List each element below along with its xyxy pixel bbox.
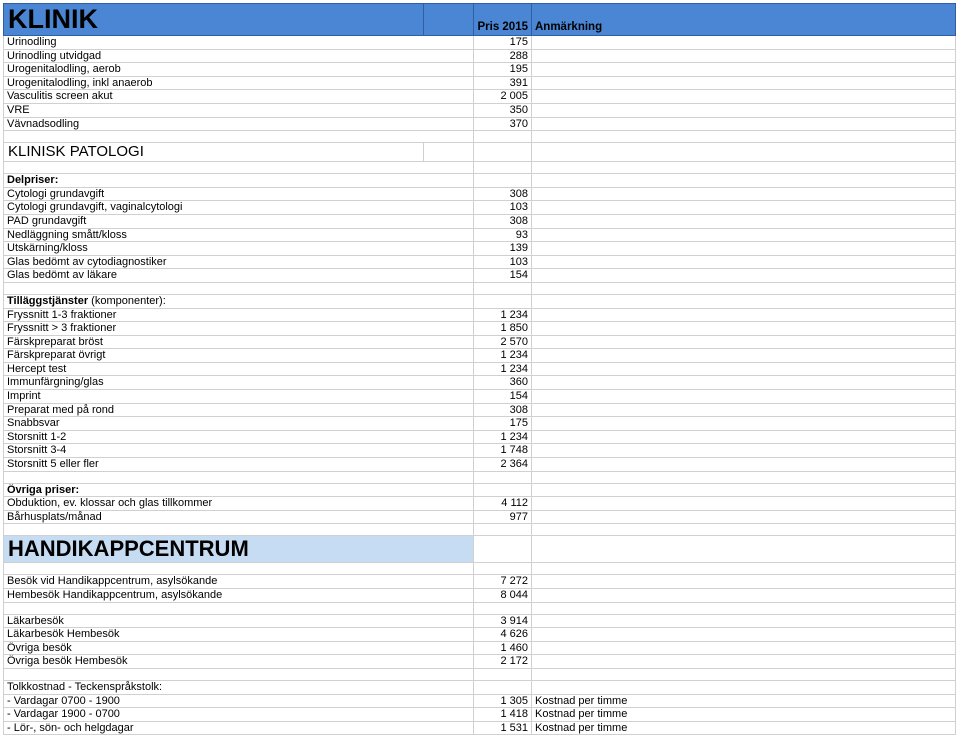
table-row [4, 242, 956, 256]
table-row [4, 628, 956, 642]
item-note [532, 655, 956, 669]
table-row [4, 655, 956, 669]
item-name: Glas bedömt av läkare [4, 269, 474, 283]
blank-cell [4, 602, 474, 614]
item-price: 288 [474, 49, 532, 63]
item-name: Hercept test [4, 362, 474, 376]
delpriser-label: Delpriser: [4, 174, 474, 188]
table-row [4, 255, 956, 269]
table-row [4, 589, 956, 603]
blank-cell [532, 143, 956, 162]
item-note [532, 458, 956, 472]
blank-cell [474, 282, 532, 294]
item-name: Läkarbesök [4, 614, 474, 628]
table-row [4, 497, 956, 511]
item-note [532, 444, 956, 458]
blank-cell [474, 680, 532, 694]
item-name: Nedläggning smått/kloss [4, 228, 474, 242]
blank-cell [532, 668, 956, 680]
item-price: 2 172 [474, 655, 532, 669]
blank-cell [532, 174, 956, 188]
item-name: Storsnitt 5 eller fler [4, 458, 474, 472]
item-note [532, 228, 956, 242]
klinik-title: KLINIK [4, 4, 424, 36]
table-row [4, 201, 956, 215]
table-row [4, 430, 956, 444]
item-price: 2 570 [474, 335, 532, 349]
table-row [4, 721, 956, 735]
tillagg-label [4, 294, 474, 308]
item-name: Obduktion, ev. klossar och glas tillkommer [4, 497, 474, 511]
delpriser-label-row [4, 174, 956, 188]
spacer-row [4, 282, 956, 294]
blank-cell [474, 602, 532, 614]
table-row [4, 117, 956, 131]
price-sheet [3, 3, 956, 735]
blank-cell [532, 524, 956, 536]
item-price: 175 [474, 36, 532, 50]
item-price: 308 [474, 403, 532, 417]
blank-cell [4, 131, 474, 143]
table-row [4, 575, 956, 589]
item-note [532, 36, 956, 50]
item-name: - Lör-, sön- och helgdagar [4, 721, 474, 735]
table-row [4, 76, 956, 90]
table-row [4, 228, 956, 242]
spacer-row [4, 602, 956, 614]
item-note [532, 641, 956, 655]
item-note [532, 308, 956, 322]
table-row [4, 362, 956, 376]
item-name: Vasculitis screen akut [4, 90, 474, 104]
item-name: Immunfärgning/glas [4, 376, 474, 390]
blank-cell [532, 680, 956, 694]
item-note [532, 614, 956, 628]
item-note [532, 255, 956, 269]
item-price: 1 305 [474, 694, 532, 708]
table-row [4, 214, 956, 228]
item-note [532, 497, 956, 511]
item-note [532, 510, 956, 524]
blank-cell [532, 563, 956, 575]
item-note [532, 417, 956, 431]
blank-cell [424, 143, 474, 162]
blank-cell [474, 483, 532, 497]
blank-cell [532, 536, 956, 563]
blank-cell [532, 483, 956, 497]
item-price: 360 [474, 376, 532, 390]
spacer-row [4, 524, 956, 536]
item-name: Imprint [4, 390, 474, 404]
item-name: Urogenitalodling, inkl anaerob [4, 76, 474, 90]
item-note [532, 335, 956, 349]
price-column-header: Pris 2015 [474, 4, 532, 36]
item-name: Läkarbesök Hembesök [4, 628, 474, 642]
item-name: Utskärning/kloss [4, 242, 474, 256]
table-row [4, 614, 956, 628]
header-row [4, 4, 956, 36]
item-note [532, 349, 956, 363]
blank-cell [4, 471, 474, 483]
blank-cell [532, 471, 956, 483]
blank-cell [474, 143, 532, 162]
item-price: 1 234 [474, 430, 532, 444]
item-price: 3 914 [474, 614, 532, 628]
table-row [4, 322, 956, 336]
item-note [532, 575, 956, 589]
table-row [4, 63, 956, 77]
tolk-label-row [4, 680, 956, 694]
item-note [532, 117, 956, 131]
blank-cell [4, 524, 474, 536]
item-name: Cytologi grundavgift, vaginalcytologi [4, 201, 474, 215]
spacer-row [4, 162, 956, 174]
item-name: Cytologi grundavgift [4, 187, 474, 201]
item-price: 370 [474, 117, 532, 131]
item-price: 977 [474, 510, 532, 524]
table-row [4, 103, 956, 117]
item-price: 7 272 [474, 575, 532, 589]
item-note [532, 390, 956, 404]
item-note [532, 403, 956, 417]
item-price: 93 [474, 228, 532, 242]
item-name: Urinodling [4, 36, 474, 50]
item-note [532, 589, 956, 603]
blank-cell [474, 668, 532, 680]
table-row [4, 187, 956, 201]
item-name: Besök vid Handikappcentrum, asylsökande [4, 575, 474, 589]
ovriga-label-row [4, 483, 956, 497]
tillagg-label-row [4, 294, 956, 308]
table-row [4, 694, 956, 708]
blank-cell [474, 471, 532, 483]
table-row [4, 403, 956, 417]
item-note [532, 214, 956, 228]
item-name: Snabbsvar [4, 417, 474, 431]
blank-cell [4, 563, 474, 575]
item-price: 2 364 [474, 458, 532, 472]
spacer-row [4, 563, 956, 575]
item-price: 1 234 [474, 362, 532, 376]
item-price: 1 418 [474, 708, 532, 722]
table-row [4, 335, 956, 349]
spacer-row [4, 668, 956, 680]
item-note: Kostnad per timme [532, 708, 956, 722]
item-price: 308 [474, 214, 532, 228]
item-note [532, 103, 956, 117]
item-note [532, 362, 956, 376]
blank-cell [474, 294, 532, 308]
blank-cell [532, 602, 956, 614]
item-note [532, 376, 956, 390]
blank-cell [474, 524, 532, 536]
item-price: 4 112 [474, 497, 532, 511]
item-price: 1 850 [474, 322, 532, 336]
table-row [4, 49, 956, 63]
table-row [4, 36, 956, 50]
section-title-handikapp: HANDIKAPPCENTRUM [4, 536, 474, 563]
blank-cell [532, 162, 956, 174]
item-name: Färskpreparat övrigt [4, 349, 474, 363]
item-note [532, 269, 956, 283]
item-price: 2 005 [474, 90, 532, 104]
item-name: Urinodling utvidgad [4, 49, 474, 63]
item-note: Kostnad per timme [532, 721, 956, 735]
table-row [4, 308, 956, 322]
tolk-label: Tolkkostnad - Teckenspråkstolk: [4, 680, 474, 694]
item-note [532, 430, 956, 444]
item-name: Urogenitalodling, aerob [4, 63, 474, 77]
item-price: 175 [474, 417, 532, 431]
item-price: 1 234 [474, 308, 532, 322]
item-name: Glas bedömt av cytodiagnostiker [4, 255, 474, 269]
table-row [4, 458, 956, 472]
tillagg-label-bold: Tilläggstjänster [7, 294, 89, 307]
item-name: Storsnitt 3-4 [4, 444, 474, 458]
item-note [532, 187, 956, 201]
item-price: 139 [474, 242, 532, 256]
blank-cell [532, 294, 956, 308]
table-row [4, 708, 956, 722]
item-price: 1 531 [474, 721, 532, 735]
item-price: 154 [474, 390, 532, 404]
item-name: Fryssnitt > 3 fraktioner [4, 322, 474, 336]
blank-cell [4, 282, 474, 294]
table-row [4, 269, 956, 283]
item-name: Övriga besök [4, 641, 474, 655]
item-price: 1 748 [474, 444, 532, 458]
item-price: 8 044 [474, 589, 532, 603]
item-note [532, 628, 956, 642]
item-price: 308 [474, 187, 532, 201]
blank-cell [474, 131, 532, 143]
blank-cell [4, 668, 474, 680]
item-note [532, 201, 956, 215]
item-name: Hembesök Handikappcentrum, asylsökande [4, 589, 474, 603]
item-note [532, 322, 956, 336]
section-title-patologi: KLINISK PATOLOGI [4, 143, 424, 162]
blank-cell [474, 536, 532, 563]
blank-cell [474, 174, 532, 188]
blank-cell [532, 282, 956, 294]
blank-cell [4, 162, 474, 174]
table-row [4, 444, 956, 458]
item-name: Färskpreparat bröst [4, 335, 474, 349]
item-name: VRE [4, 103, 474, 117]
table-row [4, 349, 956, 363]
table-row [4, 90, 956, 104]
spacer-row [4, 471, 956, 483]
item-price: 391 [474, 76, 532, 90]
section-title-patologi-row [4, 143, 956, 162]
item-name: Vävnadsodling [4, 117, 474, 131]
blank-cell [474, 563, 532, 575]
item-price: 103 [474, 201, 532, 215]
table-row [4, 417, 956, 431]
table-row [4, 390, 956, 404]
item-name: Bårhusplats/månad [4, 510, 474, 524]
note-column-header: Anmärkning [532, 4, 956, 36]
item-name: Fryssnitt 1-3 fraktioner [4, 308, 474, 322]
item-name: Storsnitt 1-2 [4, 430, 474, 444]
table-row [4, 376, 956, 390]
section-title-handikapp-row [4, 536, 956, 563]
table-row [4, 510, 956, 524]
item-note [532, 242, 956, 256]
item-price: 1 460 [474, 641, 532, 655]
item-name: Övriga besök Hembesök [4, 655, 474, 669]
item-note [532, 49, 956, 63]
item-price: 154 [474, 269, 532, 283]
item-name: - Vardagar 0700 - 1900 [4, 694, 474, 708]
tillagg-label-suffix: (komponenter): [88, 294, 166, 307]
header-blank [424, 4, 474, 36]
item-name: - Vardagar 1900 - 0700 [4, 708, 474, 722]
item-name: PAD grundavgift [4, 214, 474, 228]
ovriga-label: Övriga priser: [4, 483, 474, 497]
item-price: 350 [474, 103, 532, 117]
item-note [532, 63, 956, 77]
blank-cell [474, 162, 532, 174]
item-price: 103 [474, 255, 532, 269]
item-price: 195 [474, 63, 532, 77]
item-note [532, 90, 956, 104]
item-note: Kostnad per timme [532, 694, 956, 708]
blank-cell [532, 131, 956, 143]
table-row [4, 641, 956, 655]
spacer-row [4, 131, 956, 143]
item-price: 4 626 [474, 628, 532, 642]
item-note [532, 76, 956, 90]
item-price: 1 234 [474, 349, 532, 363]
item-name: Preparat med på rond [4, 403, 474, 417]
